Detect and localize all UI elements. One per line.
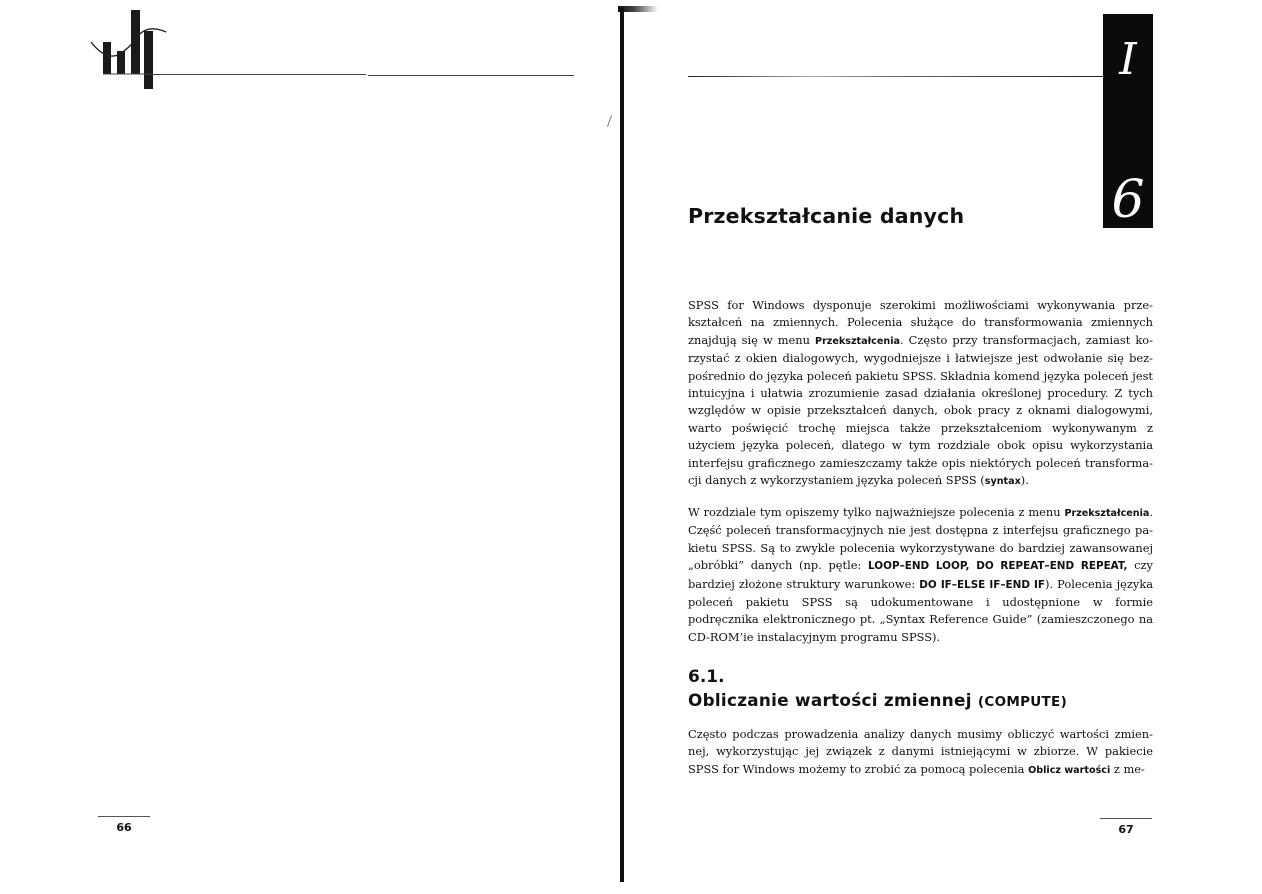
bar-chart-curve-icon <box>90 8 170 90</box>
command-keyword: LOOP–END LOOP, DO REPEAT–END REPEAT, <box>868 560 1128 573</box>
menu-term: Przekształcenia <box>1064 508 1150 519</box>
header-rule <box>688 76 1105 77</box>
chapter-number: 6 <box>1111 170 1145 230</box>
section-number: 6.1. <box>688 667 725 687</box>
header-rule <box>150 74 366 75</box>
section-title-text: Obliczanie wartości zmiennej <box>688 690 972 710</box>
page-number: 67 <box>1118 823 1134 836</box>
part-numeral: I <box>1119 34 1137 85</box>
menu-term: syntax <box>984 476 1021 488</box>
section-title-command: (COMPUTE) <box>977 694 1068 710</box>
left-page <box>0 0 600 894</box>
paragraph: SPSS for Windows dysponuje szerokimi możliwościami wykonywania przekształceń na zmiennych. Polecenia służące do transformowania zmiennych znajdują się w menu Przekształcenia. Często przy transformacjach, zamiast korzystać z okien dialogowych, wygodniejsze i łatwiejsze jest odwołanie się bezpośrednio do języka poleceń pakietu SPSS. Składnia komend języka poleceń jest intuicyjna i ułatwia zrozumienie zasad działania określonej procedury. Z tych względów w opisie przekształceń danych, obok pracy z oknami dialogowymi, warto poświęcić trochę miejsca także przekształceniom wykonywanym z użyciem języka poleceń, dlatego w tym rozdziale obok opisu wykorzystania interfejsu graficznego zamieszczamy także opis niektórych poleceń transformacji danych z wykorzystaniem języka poleceń SPSS (syntax). <box>688 298 1153 488</box>
chapter-tab <box>1103 14 1153 228</box>
section-title <box>688 690 1067 710</box>
menu-term: Oblicz wartości <box>1028 764 1111 776</box>
command-keyword: DO IF–ELSE IF–END IF <box>919 578 1046 591</box>
paragraph: W rozdziale tym opiszemy tylko najważniejsze polecenia z menu Przekształcenia. Część poleceń transformacyjnych nie jest dostępna z interfejsu graficznego pakietu SPSS. Są to zwykle polecenia wykorzystywane do bardziej zawansowanej „obróbki” danych (np. pętle: LOOP–END LOOP, DO REPEAT–END REPEAT, czy bardziej złożone struktury warunkowe: DO IF–ELSE IF–END IF). Polecenia języka poleceń pakietu SPSS są udokumentowane i udostępnione w formie podręcznika elektronicznego pt. „Syntax Reference Guide” (zamieszczonego na CD-ROM’ie instalacyjnym programu SPSS). <box>688 505 1154 644</box>
folio-rule <box>1100 818 1152 819</box>
paragraph: Często podczas prowadzenia analizy danych musimy obliczyć wartości zmiennej, wykorzystując jej związek z danymi istniejącymi w zbiorze. W pakiecie SPSS for Windows możemy to zrobić za pomocą polecenia Oblicz wartości z me- <box>688 727 1153 776</box>
menu-term: Przekształcenia <box>815 335 900 347</box>
header-rule <box>368 75 574 76</box>
folio-rule <box>98 816 150 817</box>
page-number: 66 <box>116 821 132 834</box>
chapter-title: Przekształcanie danych <box>688 204 965 228</box>
